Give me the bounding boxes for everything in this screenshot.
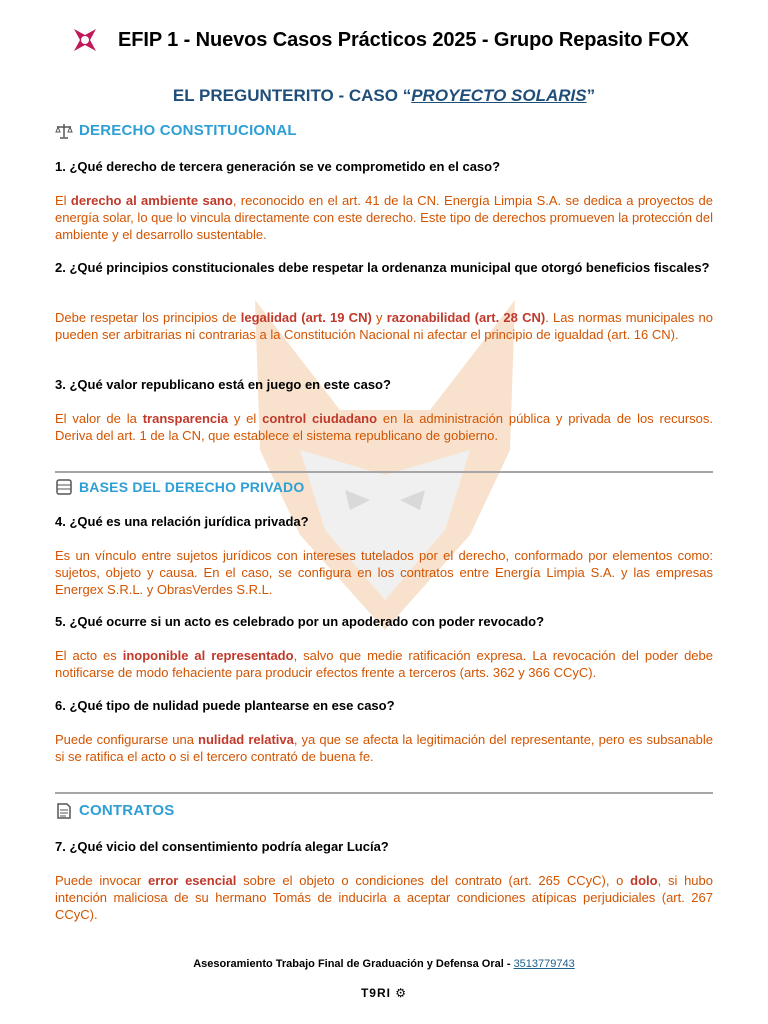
star-logo-icon [72, 27, 98, 53]
question-4: 4. ¿Qué es una relación jurídica privada? [55, 514, 309, 529]
section-heading-contracts: CONTRATOS [55, 802, 174, 819]
footer: Asesoramiento Trabajo Final de Graduación y Defensa Oral - 3513779743 [193, 958, 575, 970]
answer-3 [55, 410, 713, 444]
answer-7 [55, 872, 713, 923]
signature: T9RI ⚙ [360, 986, 408, 1000]
answer-text: , ya que se afecta la legitimación del representante, pero es subsanable si se ratifica el acto o si el tercero contrató de buena fe. [55, 732, 713, 764]
answer-5 [55, 647, 713, 681]
answer-text: sobre el objeto o condiciones del contrato (art. 265 CCyC), o [236, 873, 631, 888]
answer-text: Puede configurarse una [55, 732, 199, 747]
section-divider [55, 792, 713, 794]
question-5: 5. ¿Qué ocurre si un acto es celebrado por un apoderado con poder revocado? [55, 614, 545, 629]
answer-highlight: transparencia [142, 411, 228, 426]
section-heading-constitutional: DERECHO CONSTITUCIONAL [55, 122, 297, 139]
section-heading-private-law: BASES DEL DERECHO PRIVADO [55, 479, 304, 495]
question-2: 2. ¿Qué principios constitucionales debe respetar la ordenanza municipal que otorgó beneficios fiscales? [55, 260, 710, 275]
answer-text: El valor de la [55, 411, 143, 426]
question-1: 1. ¿Qué derecho de tercera generación se ve comprometido en el caso? [55, 159, 501, 174]
answer-text: Es un vínculo entre sujetos jurídicos con intereses tutelados por el derecho, conformado por elementos como: sujetos, objeto y causa. En el caso, se configura en los contratos entre Energía Limpia S.A. y las empresas Energex S.R.L. y ObrasVerdes S.R.L. [55, 548, 713, 597]
document-header [72, 27, 689, 53]
answer-text: y [371, 310, 387, 325]
answer-text: Puede invocar [55, 873, 148, 888]
answer-highlight: inoponible al representado [122, 648, 294, 663]
answer-text: , salvo que medie ratificación expresa. La revocación del poder debe notificarse de modo fehaciente para producir efectos frente a terceros (arts. 362 y 366 CCyC). [55, 648, 713, 680]
phone-link[interactable]: 3513779743 [513, 958, 575, 970]
answer-highlight: dolo [630, 873, 658, 888]
answer-1 [55, 192, 713, 243]
case-name: PROYECTO SOLARIS [411, 86, 587, 105]
answer-highlight: nulidad relativa [198, 732, 294, 747]
answer-text: en la administración pública y privada de los recursos. Deriva del art. 1 de la CN, que establece el sistema republicano de gobierno. [55, 411, 713, 443]
answer-text: , reconocido en el art. 41 de la CN. Energía Limpia S.A. se dedica a proyectos de energía solar, lo que lo vincula directamente con este derecho. Este tipo de derechos promueven la protección del ambiente y el desarrollo sustentable. [55, 193, 713, 242]
question-6: 6. ¿Qué tipo de nulidad puede plantearse en ese caso? [55, 698, 395, 713]
answer-6 [55, 731, 713, 765]
section-divider [55, 471, 713, 473]
question-7: 7. ¿Qué vicio del consentimiento podría alegar Lucía? [55, 839, 389, 854]
question-3: 3. ¿Qué valor republicano está en juego en este caso? [55, 377, 391, 392]
answer-text: Debe respetar los principios de [55, 310, 241, 325]
answer-highlight: error esencial [147, 873, 237, 888]
answer-4 [55, 547, 713, 598]
answer-2 [55, 309, 713, 343]
answer-highlight: razonabilidad (art. 28 CN) [386, 310, 546, 325]
answer-highlight: control ciudadano [262, 411, 378, 426]
answer-text: , si hubo intención maliciosa de su hermano Tomás de inducirla a aceptar condiciones atípicas perjudiciales (art. 267 CCyC). [55, 873, 713, 922]
answer-text: El acto es [55, 648, 123, 663]
document-icon [55, 803, 73, 819]
case-title: EL PREGUNTERITO - CASO “PROYECTO SOLARIS” [172, 86, 596, 105]
answer-highlight: derecho al ambiente sano [70, 193, 233, 208]
answer-text: El [55, 193, 71, 208]
cabinet-icon [55, 479, 73, 495]
gear-icon: ⚙ [395, 986, 408, 1000]
answer-text: . Las normas municipales no pueden ser arbitrarias ni contrarias a la Constitución Nacional ni afectar el principio de igualdad (art. 16 CN). [55, 310, 713, 342]
document-title: EFIP 1 - Nuevos Casos Prácticos 2025 - Grupo Repasito FOX [118, 28, 689, 51]
answer-text: y el [227, 411, 263, 426]
scales-icon [55, 123, 73, 139]
answer-highlight: legalidad (art. 19 CN) [240, 310, 372, 325]
